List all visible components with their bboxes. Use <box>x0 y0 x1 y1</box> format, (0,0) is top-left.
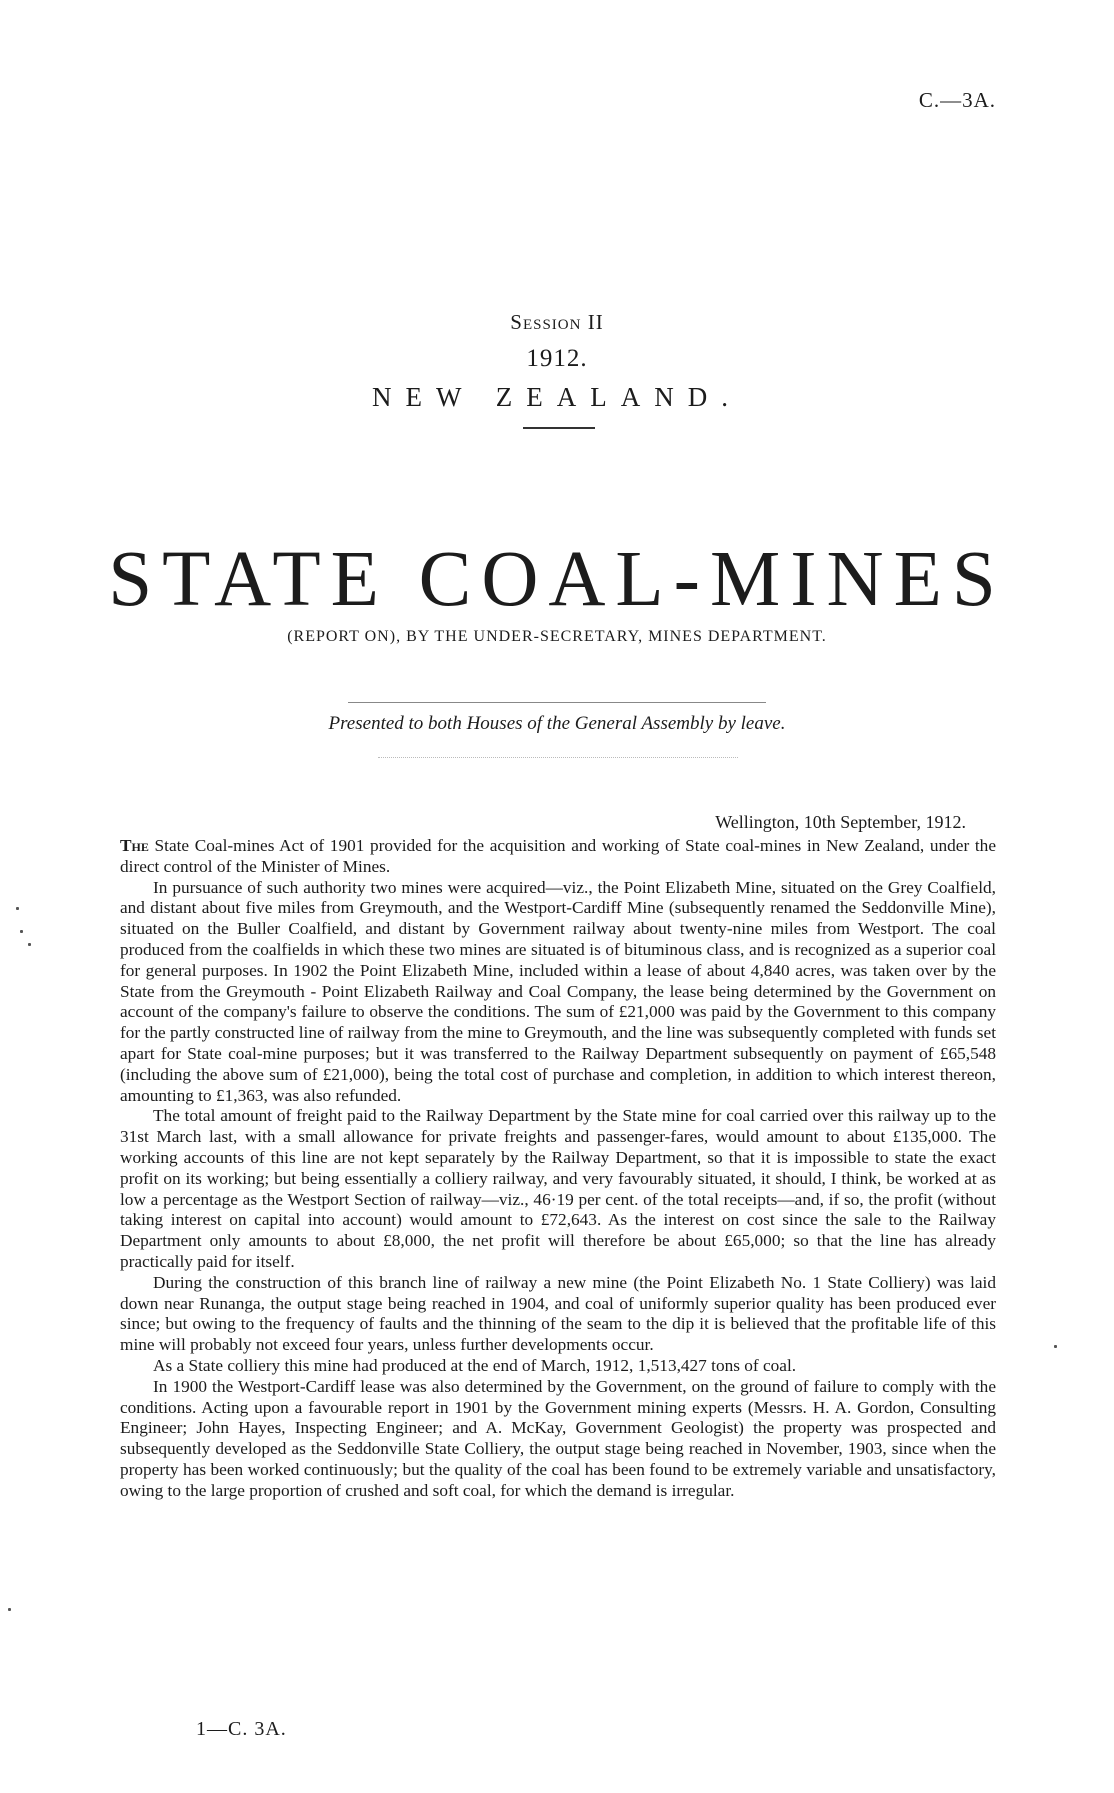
scan-speck <box>28 943 31 946</box>
paragraph-1 <box>120 836 996 878</box>
paragraph-2: In pursuance of such authority two mines were acquired—viz., the Point Elizabeth Mine, situated on the Grey Coalfield, and distant about five miles from Greymouth, and the Westport-Cardiff Mine (subsequently renamed the Seddonville Mine), situated on the Buller Coalfield, and distant by Government railway about twenty-nine miles from Westport. The coal produced from the coalfields in which these two mines are situated is of bituminous class, and is recognized as a superior coal for general purposes. In 1902 the Point Elizabeth Mine, included within a lease of about 4,840 acres, was taken over by the State from the Greymouth - Point Elizabeth Railway and Coal Company, the lease being determined by the Government on account of the company's failure to observe the conditions. The sum of £21,000 was paid by the Government to this company for the partly constructed line of railway from the mine to Greymouth, and the line was subsequently completed with funds set apart for State coal-mine purposes; but it was transferred to the Railway Department subsequently on payment of £65,548 (including the above sum of £21,000), being the total cost of purchase and completion, in addition to which interest thereon, amounting to £1,363, was also refunded. <box>120 877 996 1105</box>
scan-speck <box>16 907 19 910</box>
year-label: 1912. <box>526 345 588 372</box>
paragraph-4: During the construction of this branch line of railway a new mine (the Point Elizabeth No. 1 State Colliery) was laid down near Runanga, the output stage being reached in 1904, and coal of uniformly superior quality has been produced ever since; but owing to the frequency of faults and the thinning of the seam to the dip it is believed that the profitable life of this mine will probably not exceed four years, unless further developments occur. <box>120 1272 996 1355</box>
document-title: STATE COAL-MINES <box>108 536 1006 623</box>
page-footer-ref: 1—C. 3A. <box>196 1718 287 1740</box>
scan-speck <box>8 1608 11 1611</box>
paragraph-lead-word: The <box>120 836 149 855</box>
paragraph-1-text: State Coal-mines Act of 1901 provided for the acquisition and working of State coal-mines in New Zealand, under the direct control of the Minister of Mines. <box>120 836 996 876</box>
session-label: Session II <box>510 310 604 334</box>
body-text <box>120 836 996 1502</box>
scan-speck <box>1054 1345 1057 1348</box>
document-reference: C.—3A. <box>918 88 996 112</box>
title-divider <box>523 427 595 429</box>
paragraph-5: As a State colliery this mine had produced at the end of March, 1912, 1,513,427 tons of coal. <box>153 1355 797 1375</box>
document-subtitle: (REPORT ON), BY THE UNDER-SECRETARY, MINES DEPARTMENT. <box>287 628 827 645</box>
presented-note: Presented to both Houses of the General Assembly by leave. <box>328 713 786 734</box>
scan-speck <box>20 930 23 933</box>
paragraph-6: In 1900 the Westport-Cardiff lease was also determined by the Government, on the ground of failure to comply with the conditions. Acting upon a favourable report in 1901 by the Government mining experts (Messrs. H. A. Gordon, Consulting Engineer; John Hayes, Inspecting Engineer; and A. McKay, Government Geologist) the property was prospected and subsequently developed as the Seddonville State Colliery, the output stage being reached in November, 1903, since when the property has been worked continuously; but the quality of the coal has been found to be extremely variable and unsatisfactory, owing to the large proportion of crushed and soft coal, for which the demand is irregular. <box>120 1376 996 1500</box>
presented-bottom-rule <box>378 757 738 758</box>
presented-top-rule <box>348 702 766 703</box>
dateline: Wellington, 10th September, 1912. <box>715 812 966 832</box>
paragraph-3: The total amount of freight paid to the Railway Department by the State mine for coal carried over this railway up to the 31st March last, with a small allowance for private freights and passenger-fares, would amount to about £135,000. The working accounts of this line are not kept separately by the Railway Department, so that it is impossible to state the exact profit on its working; but being essentially a colliery railway, and very favourably situated, it should, I think, be worked at as low a percentage as the Westport Section of railway—viz., 46·19 per cent. of the total receipts—and, if so, the profit (without taking interest on capital into account) would amount to £72,643. As the interest on cost since the sale to the Railway Department only amounts to about £8,000, the net profit will therefore be about £65,000; so that the line has already practically paid for itself. <box>120 1106 996 1271</box>
country-label: NEW ZEALAND. <box>372 382 742 412</box>
